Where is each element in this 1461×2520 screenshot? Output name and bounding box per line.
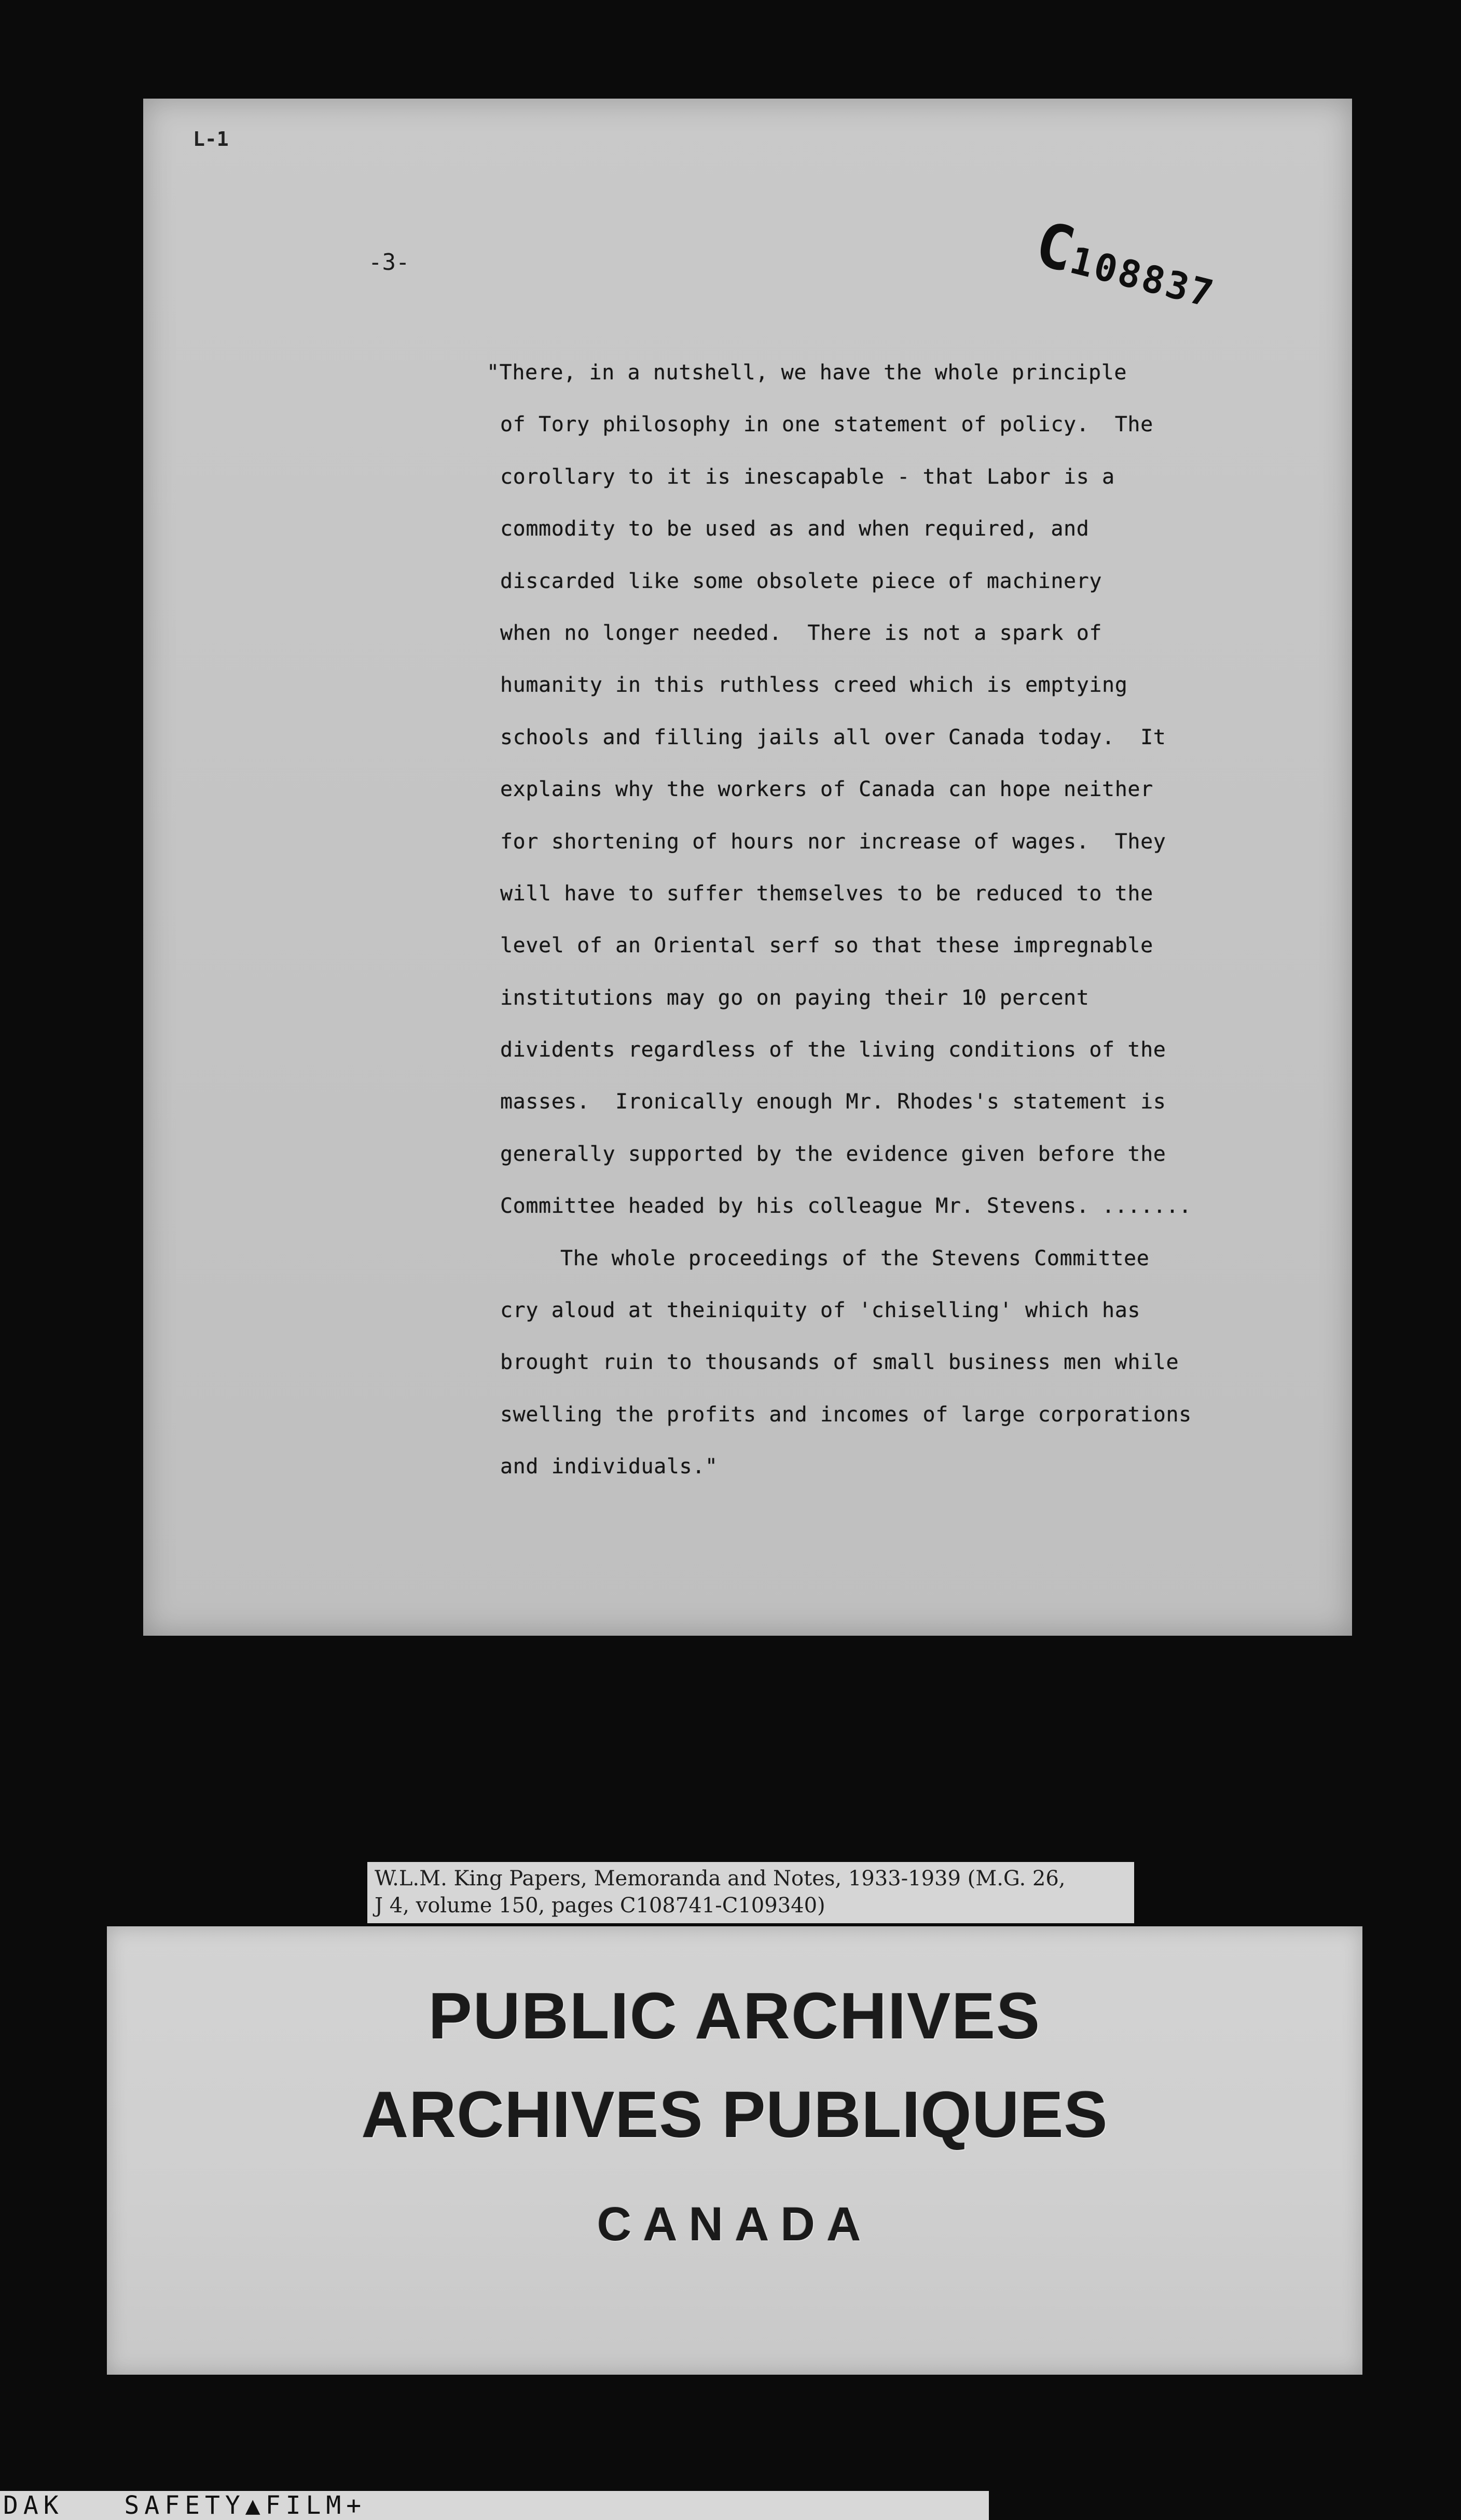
caption-line-1: W.L.M. King Papers, Memoranda and Notes, 1933-1939 (M.G. 26, (375, 1867, 1066, 1891)
body-text (487, 347, 1237, 1493)
banner-line-french: ARCHIVES PUBLIQUES (361, 2078, 1108, 2151)
text-line: dividents regardless of the living conditions of the (500, 1038, 1166, 1062)
text-line: explains why the workers of Canada can hope neither (500, 777, 1153, 802)
text-line: schools and filling jails all over Canada today. It (500, 725, 1166, 749)
text-line: level of an Oriental serf so that these impregnable (500, 934, 1153, 958)
text-line: generally supported by the evidence given before the (500, 1142, 1166, 1166)
stamp-prefix: C (1028, 208, 1082, 286)
text-line: will have to suffer themselves to be reduced to the (500, 881, 1153, 906)
typed-page (143, 99, 1352, 1636)
collection-caption (367, 1862, 1134, 1923)
text-line: brought ruin to thousands of small business men while (500, 1350, 1179, 1375)
text-line: masses. Ironically enough Mr. Rhodes's statement is (500, 1090, 1166, 1114)
text-line: institutions may go on paying their 10 percent (500, 985, 1090, 1010)
text-line: discarded like some obsolete piece of machinery (500, 569, 1102, 593)
text-line: for shortening of hours nor increase of wages. They (500, 829, 1166, 854)
film-edge-marking: DAK SAFETY▲FILM+ (0, 2491, 989, 2520)
text-line: swelling the profits and incomes of large corporations (500, 1402, 1192, 1427)
stamp-number: 108837 (1066, 238, 1220, 317)
text-line: "There, in a nutshell, we have the whole principle (487, 361, 1127, 385)
archive-stamp (1029, 208, 1225, 322)
archives-banner (107, 1926, 1362, 2375)
text-line: when no longer needed. There is not a spark of (500, 621, 1102, 645)
text-line: corollary to it is inescapable - that Labor is a (500, 464, 1115, 489)
text-line: of Tory philosophy in one statement of policy. The (500, 413, 1153, 437)
banner-line-country: CANADA (597, 2198, 873, 2251)
caption-line-2: J 4, volume 150, pages C108741-C109340) (375, 1894, 825, 1918)
banner-line-english: PUBLIC ARCHIVES (428, 1979, 1041, 2052)
page-number: -3- (368, 249, 410, 276)
text-line: The whole proceedings of the Stevens Committee (560, 1246, 1150, 1270)
text-line: Committee headed by his colleague Mr. Stevens. ....... (500, 1194, 1192, 1218)
text-line: and individuals." (500, 1455, 718, 1479)
text-line: humanity in this ruthless creed which is emptying (500, 673, 1128, 697)
text-line: commodity to be used as and when required, and (500, 517, 1090, 541)
text-line: cry aloud at theiniquity of 'chiselling' which has (500, 1298, 1141, 1323)
corner-mark: L-1 (193, 128, 229, 150)
